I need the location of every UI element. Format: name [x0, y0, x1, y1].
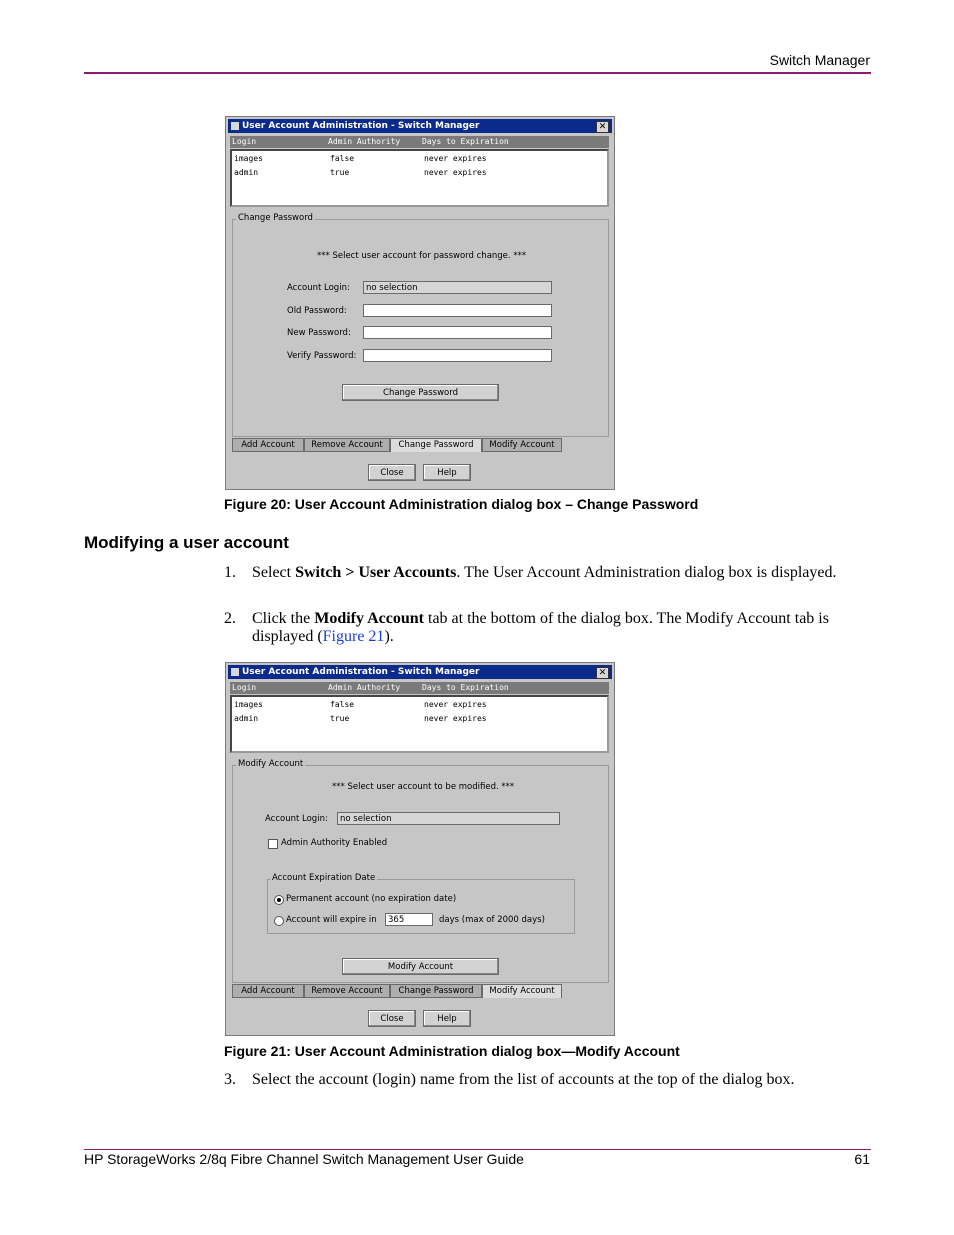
- column-header-days-to-expiration[interactable]: Days to Expiration: [422, 683, 509, 692]
- modify-account-button[interactable]: Modify Account: [342, 958, 499, 975]
- instruction-text: *** Select user account for password change. ***: [317, 251, 527, 261]
- step-text: Select the account (login) name from the list of accounts at the top of the dialog box.: [252, 1071, 795, 1088]
- column-header-admin-authority[interactable]: Admin Authority: [328, 137, 401, 146]
- step-3: [224, 1071, 874, 1089]
- dialog-titlebar: [228, 665, 612, 679]
- login-cell: images: [234, 154, 263, 163]
- dialog-change-password: [225, 116, 615, 490]
- header-rule: [84, 72, 871, 74]
- step-text: . The User Account Administration dialog box is displayed.: [456, 564, 837, 581]
- java-icon: [231, 668, 239, 676]
- account-login-field: no selection: [337, 812, 560, 825]
- table-row[interactable]: [234, 154, 604, 166]
- account-list[interactable]: [230, 149, 609, 207]
- change-password-group: [232, 213, 609, 437]
- figure-21-link[interactable]: Figure 21: [322, 628, 385, 645]
- account-login-label: Account Login:: [265, 814, 328, 824]
- java-icon: [231, 122, 239, 130]
- page-number: 61: [854, 1151, 870, 1167]
- account-list-header: [230, 136, 609, 148]
- tab-remove-account[interactable]: Remove Account: [304, 438, 390, 452]
- permanent-radio[interactable]: [274, 895, 284, 905]
- step-1: [224, 564, 874, 582]
- dialog-title: User Account Administration - Switch Manager: [242, 121, 480, 131]
- step-2: [224, 610, 874, 646]
- modify-account-group: [232, 759, 609, 983]
- tab-modify-account[interactable]: Modify Account: [482, 438, 562, 452]
- column-header-days-to-expiration[interactable]: Days to Expiration: [422, 137, 509, 146]
- new-password-field[interactable]: [363, 326, 552, 339]
- step-number: 3.: [224, 1071, 236, 1088]
- help-button[interactable]: Help: [423, 1010, 471, 1027]
- close-button[interactable]: Close: [368, 1010, 416, 1027]
- tab-add-account[interactable]: Add Account: [232, 438, 304, 452]
- admin-authority-cell: true: [330, 168, 350, 177]
- dialog-titlebar: [228, 119, 612, 133]
- close-icon[interactable]: ✕: [596, 121, 609, 133]
- account-login-field: no selection: [363, 281, 552, 294]
- section-heading: Modifying a user account: [84, 533, 289, 552]
- expire-label: Account will expire in: [286, 915, 377, 925]
- tab-change-password[interactable]: Change Password: [390, 984, 482, 998]
- running-header: Switch Manager: [769, 52, 870, 68]
- step-number: 2.: [224, 610, 236, 627]
- step-text: ).: [384, 628, 394, 645]
- change-password-button[interactable]: Change Password: [342, 384, 499, 401]
- help-button[interactable]: Help: [423, 464, 471, 481]
- admin-authority-cell: false: [330, 700, 355, 709]
- expiration-cell: never expires: [424, 700, 487, 709]
- account-login-label: Account Login:: [287, 283, 350, 293]
- dialog-title: User Account Administration - Switch Manager: [242, 667, 480, 677]
- step-text: Select: [252, 564, 296, 581]
- login-cell: admin: [234, 714, 259, 723]
- expiration-cell: never expires: [424, 714, 487, 723]
- figure-20-caption: Figure 20: User Account Administration dialog box – Change Password: [224, 496, 699, 512]
- admin-authority-cell: true: [330, 714, 350, 723]
- menu-path: Switch > User Accounts: [295, 564, 457, 581]
- verify-password-label: Verify Password:: [287, 351, 357, 361]
- close-button[interactable]: Close: [368, 464, 416, 481]
- dialog-modify-account: [225, 662, 615, 1036]
- table-row[interactable]: [234, 700, 604, 712]
- column-header-login[interactable]: Login: [232, 683, 257, 692]
- column-header-login[interactable]: Login: [232, 137, 257, 146]
- account-list[interactable]: [230, 695, 609, 753]
- figure-21-caption: Figure 21: User Account Administration dialog box—Modify Account: [224, 1043, 680, 1059]
- expiration-cell: never expires: [424, 154, 487, 163]
- expiration-cell: never expires: [424, 168, 487, 177]
- step-text: tab at the bottom of the dialog box. The Modify Account tab is displayed (: [252, 610, 829, 645]
- column-header-admin-authority[interactable]: Admin Authority: [328, 683, 401, 692]
- tab-modify-account[interactable]: Modify Account: [482, 984, 562, 998]
- footer-rule: [84, 1149, 871, 1150]
- tab-change-password[interactable]: Change Password: [390, 438, 482, 452]
- permanent-label: Permanent account (no expiration date): [286, 894, 457, 904]
- expire-suffix: days (max of 2000 days): [439, 915, 545, 925]
- admin-authority-cell: false: [330, 154, 355, 163]
- group-label: Account Expiration Date: [272, 873, 376, 883]
- old-password-field[interactable]: [363, 304, 552, 317]
- verify-password-field[interactable]: [363, 349, 552, 362]
- group-label: Change Password: [238, 213, 313, 223]
- tab-add-account[interactable]: Add Account: [232, 984, 304, 998]
- step-text: Click the: [252, 610, 315, 627]
- admin-authority-checkbox[interactable]: [268, 839, 278, 849]
- step-number: 1.: [224, 564, 236, 581]
- table-row[interactable]: [234, 168, 604, 180]
- expiration-date-group: [267, 873, 575, 934]
- old-password-label: Old Password:: [287, 306, 347, 316]
- table-row[interactable]: [234, 714, 604, 726]
- admin-authority-label: Admin Authority Enabled: [281, 838, 388, 848]
- new-password-label: New Password:: [287, 328, 351, 338]
- footer-title: HP StorageWorks 2/8q Fibre Channel Switch Management User Guide: [84, 1151, 524, 1167]
- expire-days-field[interactable]: 365: [385, 913, 433, 926]
- group-label: Modify Account: [238, 759, 304, 769]
- tab-name: Modify Account: [314, 610, 424, 627]
- close-icon[interactable]: ✕: [596, 667, 609, 679]
- account-list-header: [230, 682, 609, 694]
- tab-remove-account[interactable]: Remove Account: [304, 984, 390, 998]
- expire-radio[interactable]: [274, 916, 284, 926]
- login-cell: admin: [234, 168, 259, 177]
- login-cell: images: [234, 700, 263, 709]
- instruction-text: *** Select user account to be modified. ***: [332, 782, 515, 792]
